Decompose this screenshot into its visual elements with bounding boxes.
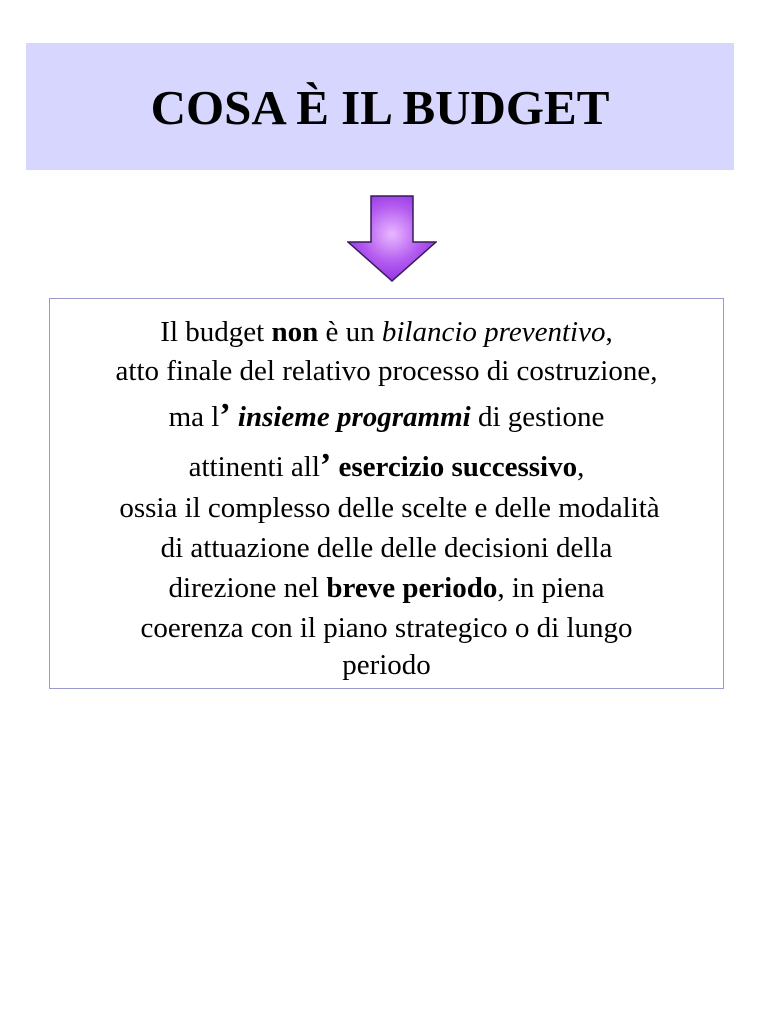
definition-line-2: atto finale del relativo processo di costruzione, — [115, 355, 658, 387]
text-segment: Il budget — [160, 316, 272, 348]
definition-line-5: ossia il complesso delle scelte e delle modalità — [119, 492, 660, 524]
down-arrow-icon — [347, 195, 437, 283]
text-segment: attinenti all — [188, 451, 320, 483]
emphasis-non: non — [271, 316, 319, 348]
definition-line-3 — [50, 399, 723, 434]
definition-line-4 — [50, 449, 723, 484]
text-segment: , — [605, 316, 613, 348]
text-segment: direzione nel — [168, 572, 327, 604]
emphasis-esercizio-successivo: esercizio successivo — [331, 451, 578, 483]
text-segment: di gestione — [470, 401, 605, 433]
apostrophe: ’ — [219, 397, 231, 434]
text-segment: è un — [318, 316, 382, 348]
emphasis-breve-periodo: breve periodo — [326, 572, 498, 604]
text-segment: ma l — [168, 401, 220, 433]
definition-line-1 — [50, 315, 723, 349]
title-banner — [26, 43, 734, 170]
text-segment: , in piena — [497, 572, 605, 604]
slide-title: COSA È IL BUDGET — [150, 80, 610, 135]
emphasis-bilancio-preventivo: bilancio preventivo — [381, 316, 606, 348]
definition-line-7 — [50, 571, 723, 605]
definition-line-8: coerenza con il piano strategico o di lungo — [140, 612, 633, 644]
apostrophe: ’ — [319, 447, 332, 484]
definition-line-9: periodo — [342, 649, 431, 681]
definition-line-6: di attuazione delle delle decisioni della — [160, 532, 613, 564]
emphasis-insieme-programmi: insieme programmi — [230, 401, 471, 433]
budget-definition-box — [49, 298, 724, 689]
text-segment: , — [577, 451, 585, 483]
